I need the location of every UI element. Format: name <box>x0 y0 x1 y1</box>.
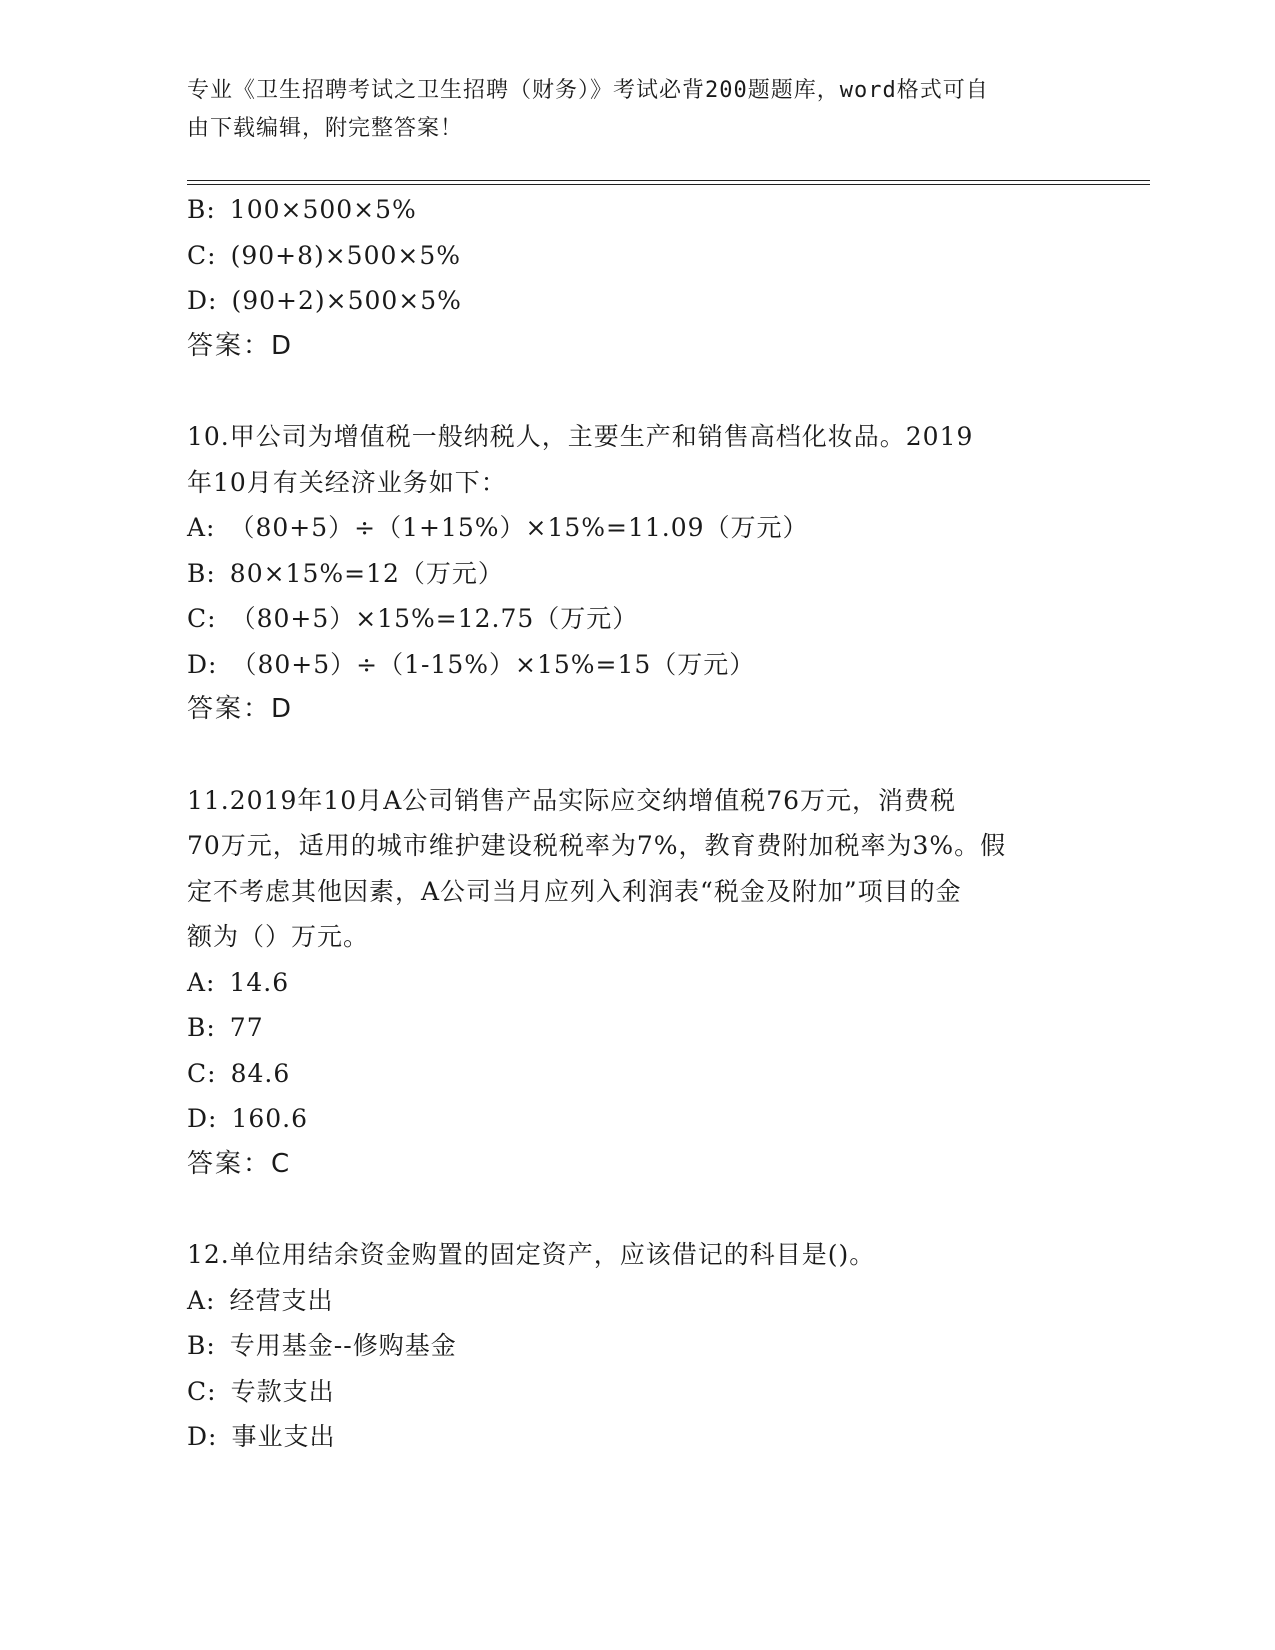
option-b <box>187 551 1087 597</box>
option-label: D: <box>187 1104 218 1133</box>
option-b <box>187 1323 1087 1369</box>
option-text: （80+5）×15%=12.75（万元） <box>230 604 639 633</box>
spacer <box>187 733 1087 778</box>
header-line-1: 专业《卫生招聘考试之卫生招聘（财务）》考试必背200题题库，word格式可自 <box>187 78 989 103</box>
option-label: B: <box>187 1013 216 1042</box>
answer-line: 答案：C <box>187 1148 292 1179</box>
prev-question-options <box>187 187 1087 369</box>
option-label: C: <box>187 604 217 633</box>
question-stem-line: 定不考虑其他因素，A公司当月应列入利润表“税金及附加”项目的金 <box>187 876 962 906</box>
option-text: （80+5）÷（1-15%）×15%=15（万元） <box>231 649 756 679</box>
option-label: B: <box>187 558 216 588</box>
option-text: (90+2)×500×5% <box>231 286 462 315</box>
option-text: 77 <box>229 1013 264 1042</box>
option-b <box>187 187 1087 233</box>
question-stem-line: 70万元，适用的城市维护建设税税率为7%，教育费附加税率为3%。假 <box>187 831 1007 860</box>
option-label: C: <box>187 1058 217 1088</box>
option-text: 84.6 <box>230 1058 291 1088</box>
question-10 <box>187 414 1087 733</box>
option-label: D: <box>187 286 218 315</box>
option-a <box>187 1278 1087 1324</box>
question-stem-line: 11.2019年10月A公司销售产品实际应交纳增值税76万元，消费税 <box>187 785 957 815</box>
option-label: B: <box>187 195 216 224</box>
option-d <box>187 642 1087 688</box>
option-d <box>187 1096 1087 1142</box>
option-c <box>187 1051 1087 1097</box>
option-label: A: <box>187 967 216 997</box>
spacer <box>187 1187 1087 1232</box>
option-b <box>187 1005 1087 1051</box>
option-text: 80×15%=12（万元） <box>229 558 504 588</box>
option-c <box>187 596 1087 642</box>
question-content <box>187 187 1087 1460</box>
option-label: D: <box>187 649 218 679</box>
option-d <box>187 278 1087 324</box>
option-a <box>187 505 1087 551</box>
option-text: 100×500×5% <box>229 195 417 224</box>
question-stem-line: 12.单位用结余资金购置的固定资产，应该借记的科目是()。 <box>187 1240 876 1269</box>
option-label: C: <box>187 1376 217 1406</box>
option-label: D: <box>187 1422 218 1451</box>
question-stem-line: 10.甲公司为增值税一般纳税人，主要生产和销售高档化妆品。2019 <box>187 422 974 451</box>
answer-line: 答案：D <box>187 694 294 724</box>
spacer <box>187 369 1087 414</box>
header-line-2: 由下载编辑，附完整答案！ <box>187 116 464 141</box>
option-text: 事业支出 <box>231 1422 336 1451</box>
option-d <box>187 1414 1087 1460</box>
option-label: A: <box>187 1285 216 1315</box>
option-c <box>187 233 1087 279</box>
question-12 <box>187 1232 1087 1460</box>
option-text: 专用基金--修购基金 <box>229 1331 457 1360</box>
option-text: 160.6 <box>231 1104 309 1133</box>
document-header <box>187 72 1067 148</box>
option-label: A: <box>187 513 216 542</box>
option-c <box>187 1369 1087 1415</box>
option-label: B: <box>187 1331 216 1360</box>
option-label: C: <box>187 240 217 270</box>
question-stem-line: 年10月有关经济业务如下： <box>187 467 507 497</box>
option-text: （80+5）÷（1+15%）×15%=11.09（万元） <box>229 513 809 542</box>
option-text: (90+8)×500×5% <box>230 240 462 270</box>
header-divider <box>187 180 1150 185</box>
question-stem-line: 额为（）万元。 <box>187 922 370 951</box>
option-text: 专款支出 <box>230 1376 335 1406</box>
option-text: 经营支出 <box>229 1285 334 1315</box>
option-text: 14.6 <box>229 967 290 997</box>
question-11 <box>187 778 1087 1188</box>
option-a <box>187 960 1087 1006</box>
answer-line: 答案：D <box>187 330 294 361</box>
